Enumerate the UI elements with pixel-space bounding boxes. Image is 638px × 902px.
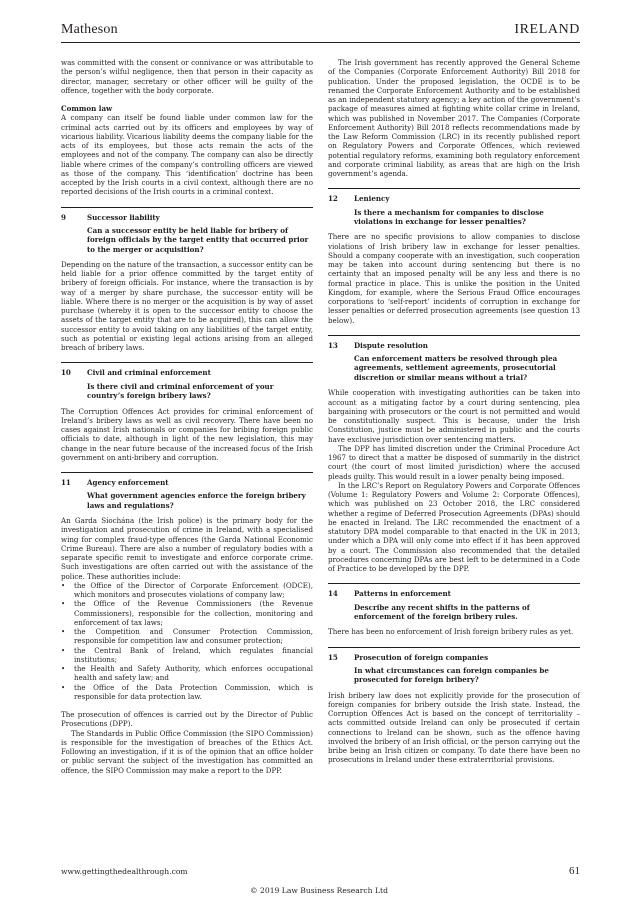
section-14 [328,583,580,636]
section-13 [328,335,580,573]
page-number: 61 [569,865,580,877]
section-number: 15 [328,652,338,662]
country-name: IRELAND [514,22,580,37]
running-header [61,22,580,43]
list-item: • the Office of the Revenue Commissioners (the Revenue Commissioners), responsible for the collection, monitoring and enforcement of tax laws; [61,599,313,627]
section-number: 14 [328,589,338,599]
left-column [61,58,313,848]
section-question: In what circumstances can foreign companies be prosecuted for foreign bribery? [354,665,549,685]
body-columns [61,58,580,848]
list-item: • the Office of the Data Protection Commission, which is responsible for data protection law. [61,683,313,702]
section-question: What government agencies enforce the foreign bribery laws and regulations? [87,491,306,510]
section-answer: There are no specific provisions to allow companies to disclose violations of Irish bribery law in exchange for lesser penalties. Should a company cooperate with an investigation, such cooperation may be taken into account during sentencing but there is no certainty that an imposed penalty will be any less and there is no formal practice in place. This is unlike the position in the United Kingdom, for example, where the Serious Fraud Office encourages corporations to ‘self-report’ incidents of corruption in exchange for lesser penalties or deferred prosecution agreements (see question 13 below). [328,232,580,325]
continued-paragraph: was committed with the consent or connivance or was attributable to the person’s wilful negligence, then that person in their capacity as director, manager, secretary or other officer will be guilty of the offence, together with the body corporate. [61,58,313,95]
section-answer: Irish bribery law does not explicitly provide for the prosecution of foreign companies for bribery outside the Irish state. Instead, the Corruption Offences Act is based on the concept of territoriality – acts committed outside Ireland can only be prosecuted if certain connections to Ireland can be shown, such as the offence having involved the bribery of an Irish official, or the person carrying out the bribe being an Irish citizen or company. To date there have been no prosecutions in Ireland under these extraterritorial provisions. [328,690,580,765]
section-title: Leniency [354,194,390,204]
firm-name: Matheson [61,22,118,37]
continued-paragraph: The Irish government has recently approved the General Scheme of the Companies (Corporate Enforcement Authority) Bill 2018 for publication. Under the proposed legislation, the OCDE is to be renamed the Corporate Enforcement Authority and to be established as an independent statutory agency; a key action of the government’s package of measures aimed at fighting white collar crime in Ireland, which was published in November 2017. The Companies (Corporate Enforcement Authority) Bill 2018 reflects recommendations made by the Law Reform Commission (LRC) in its recently published report on Regulatory Powers and Corporate Offences, which reviewed potential regulatory reforms, examining both regulatory enforcement and corporate criminal liability, as areas that are high on the Irish government’s agenda. [328,58,580,178]
authority-list [61,581,313,701]
section-answer: While cooperation with investigating authorities can be taken into account as a mitigating factor by a court during sentencing, plea bargaining with prosecutors or the court is not permitted and would be constitutionally suspect. This is because, under the Irish Constitution, justice must be administered in public and the courts have exclusive jurisdiction over sentencing matters. [328,388,580,444]
right-column [328,58,580,848]
section-answer: An Garda Síochána (the Irish police) is the primary body for the investigation and prosecution of crime in Ireland, with a specialised wing for complex fraud-type offences (the Garda National Economic Crime Bureau). There are also a number of regulatory bodies with a separate specific remit to investigate and enforce corporate crime. Such investigations are often carried out with the assistance of the police. These authorities include: [61,516,313,581]
list-item: • the Health and Safety Authority, which enforces occupational health and safety law; and [61,664,313,683]
section-heading [61,362,313,377]
section-question: Is there civil and criminal enforcement of your country’s foreign bribery laws? [87,381,274,401]
section-10 [61,362,313,462]
section-answer: Depending on the nature of the transaction, a successor entity can be held liable for a prior offence committed by the target entity of bribery of foreign officials. For instance, where the transaction is by way of a merger by share purchase, the successor entity will be liable. Where there is no merger or the acquisition is by way of asset purchase (whereby it is open to the successor entity to choose the assets of the target entity that are to be acquired), this can allow the successor entity to avoid taking on any liabilities of the target entity, such as potential or existing legal actions arising from an alleged breach of bribery laws. [61,259,313,353]
section-answer: In the LRC’s Report on Regulatory Powers and Corporate Offences (Volume 1: Regulatory Powers and Volume 2: Corporate Offences), which was published on 23 October 2018, the LRC considered whether a regime of Deferred Prosecution Agreements (DPAs) should be enacted in Ireland. The LRC recommended the enactment of a statutory DPA model comparable to that enacted in the UK in 2013, under which a DPA will only come into effect if it has been approved by a court. The Commission also recommended that the detailed procedures concerning DPAs are best left to be determined in a Code of Practice to be developed by the DPP. [328,480,580,574]
section-heading [328,335,580,350]
section-answer: The DPP has limited discretion under the Criminal Procedure Act 1967 to direct that a matter be disposed of summarily in the district court (the court of most limited jurisdiction) where the accused pleads guilty. This would result in a lower penalty being imposed. [328,443,580,481]
section-heading [328,583,580,598]
section-answer: The prosecution of offences is carried out by the Director of Public Prosecutions (DPP). [61,710,313,729]
section-11 [61,472,313,775]
section-question: Is there a mechanism for companies to disclose violations in exchange for lesser penalties? [354,207,544,226]
section-question: Can enforcement matters be resolved through plea agreements, settlement agreements, prosecutorial discretion or similar means without a trial? [354,354,558,382]
section-9 [61,207,313,353]
section-number: 12 [328,194,338,204]
section-heading [61,207,313,222]
list-item: • the Central Bank of Ireland, which regulates financial institutions; [61,646,313,665]
common-law-paragraph: A company can itself be found liable under common law for the criminal acts carried out by its officers and employees by way of vicarious liability. Vicarious liability deems the company liable for the acts of its employees, but those acts remain the acts of the employees and not of the company. The company can also be directly liable where crimes of the company’s controlling officers are viewed as those of the company. This ‘identification’ doctrine has been accepted by the Irish courts in a civil context, although there are no reported decisions of the Irish courts in a criminal context. [61,113,313,197]
section-title: Civil and criminal enforcement [87,368,211,378]
section-title: Prosecution of foreign companies [354,652,489,662]
section-heading [328,647,580,662]
section-number: 11 [61,478,71,488]
section-15 [328,647,580,765]
section-number: 9 [61,212,66,222]
section-question: Can a successor entity be held liable for bribery of foreign officials by the target entity that occurred prior to the merger or acquisition? [87,225,309,254]
section-title: Successor liability [87,212,160,222]
section-answer: The Standards in Public Office Commission (the SIPO Commission) is responsible for the investigation of breaches of the Ethics Act. Following an investigation, if it is of the opinion that an office holder or public servant the subject of the investigation has committed an offence, the SIPO Commission may make a report to the DPP. [61,728,313,775]
section-title: Dispute resolution [354,340,428,350]
list-item: • the Competition and Consumer Protection Commission, responsible for competition law and consumer protection; [61,627,313,646]
section-question: Describe any recent shifts in the patterns of enforcement of the foreign bribery rules. [354,602,530,621]
copyright-notice: © 2019 Law Business Research Ltd [250,886,388,895]
running-footer [61,865,580,877]
subheading-common-law: Common law [61,104,113,113]
section-number: 10 [61,368,71,378]
section-12 [328,188,580,325]
section-answer: The Corruption Offences Act provides for criminal enforcement of Ireland’s bribery laws as well as civil recovery. There have been no cases against Irish nationals or companies for bribing foreign public officials to date, although in light of the new legislation, this may change in the near future because of the increased focus of the Irish government on anti-bribery and corruption. [61,406,313,462]
section-title: Patterns in enforcement [354,589,451,599]
section-title: Agency enforcement [87,478,169,488]
section-heading [61,472,313,487]
list-item: • the Office of the Director of Corporate Enforcement (ODCE), which monitors and prosecutes violations of company law; [61,581,313,600]
section-number: 13 [328,340,338,350]
footer-url[interactable]: www.gettingthedealthrough.com [61,867,188,876]
section-heading [328,188,580,203]
section-answer: There has been no enforcement of Irish foreign bribery rules as yet. [328,627,574,637]
